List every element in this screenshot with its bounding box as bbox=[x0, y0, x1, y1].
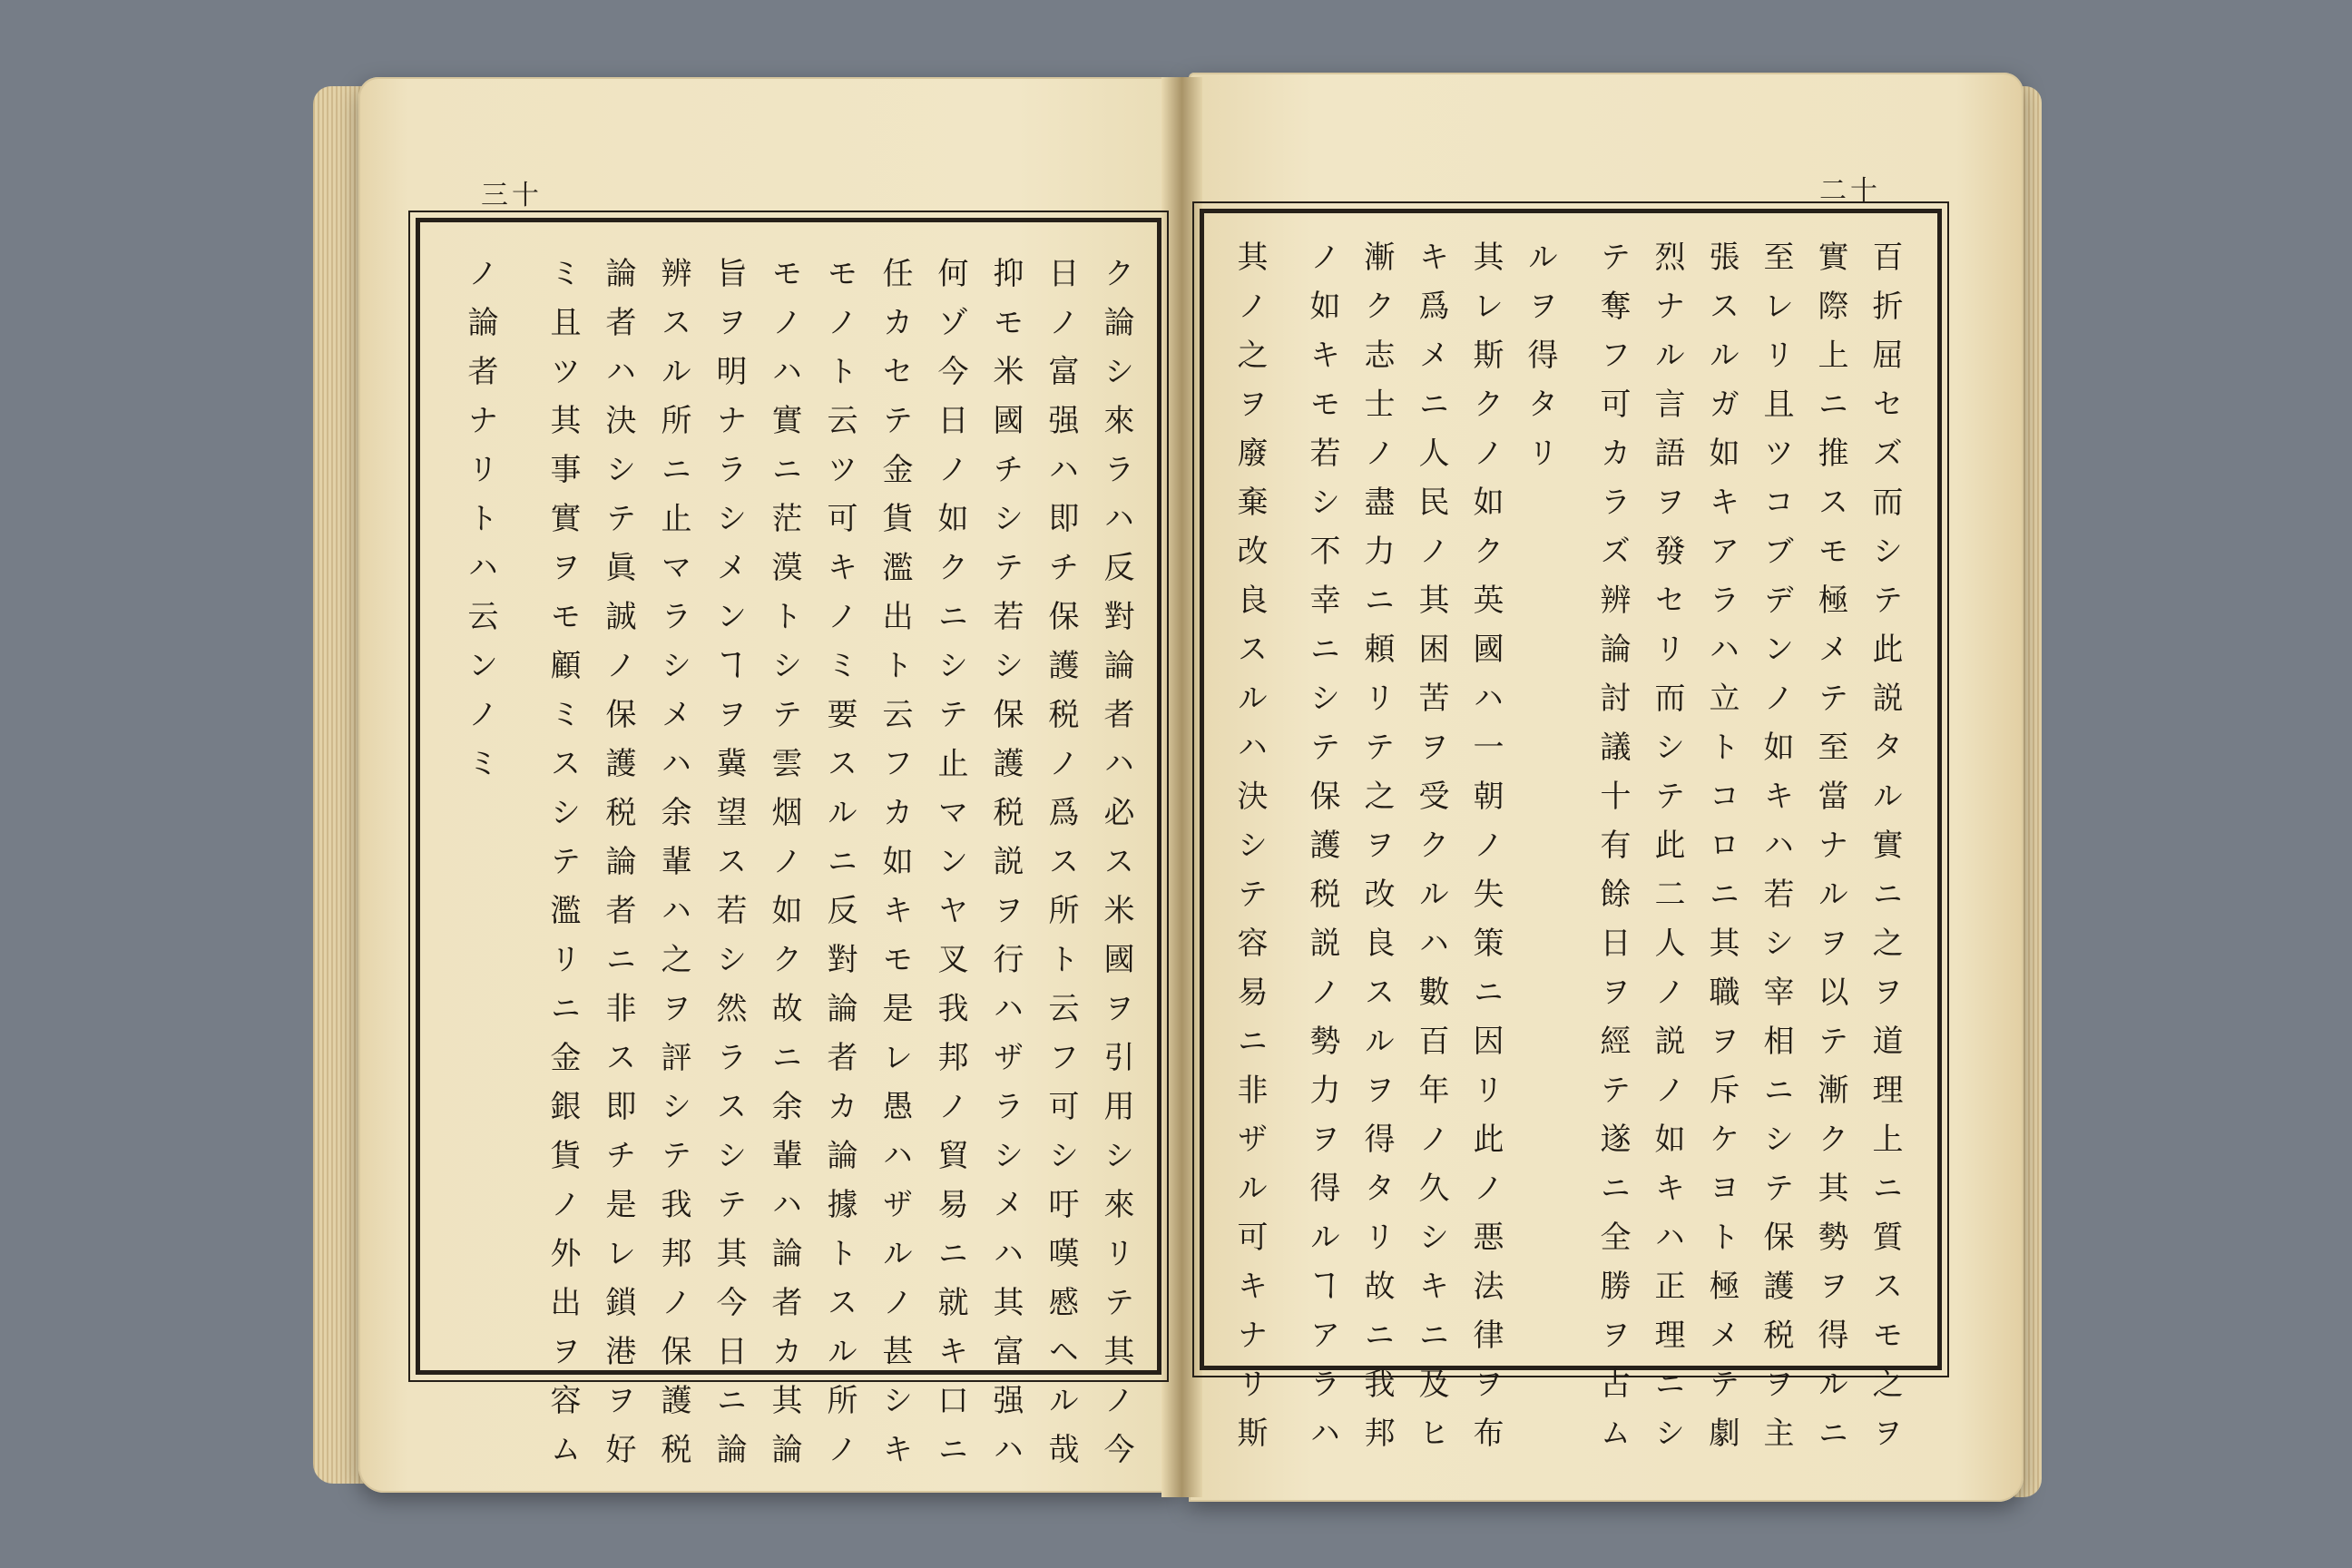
left-text-column: 旨ヲ明ナラシメンヿヲ冀望ス若シ然ラスシテ其今日ニ論 bbox=[710, 257, 747, 1482]
right-text-column: 百折屈セズ而シテ此説タル實ニ之ヲ道理上ニ質スモ之ヲ bbox=[1867, 240, 1903, 1465]
right-text-column: 漸ク志士ノ盡力ニ頼リテ之ヲ改良スルヲ得タリ故ニ我邦 bbox=[1358, 240, 1395, 1465]
right-text-column: 其レ斯クノ如ク英國ハ一朝ノ失策ニ因リ此ノ悪法律ヲ布 bbox=[1467, 240, 1504, 1465]
left-text-column: モノト云ツ可キノミ要スルニ反對論者カ論據トスル所ノ bbox=[821, 257, 858, 1482]
left-text-column: 日ノ富强ハ即チ保護税ノ爲ス所ト云フ可シ吁嘆慼ヘル哉 bbox=[1043, 257, 1079, 1482]
right-text-column: 實際上ニ推スモ極メテ至當ナルヲ以テ漸ク其勢ヲ得ルニ bbox=[1812, 240, 1848, 1465]
left-text-column: 任カセテ金貨濫出ト云フカ如キモ是レ愚ハザルノ甚シキ bbox=[877, 257, 913, 1482]
right-text-column: 至レリ且ツコブデンノ如キハ若シ宰相ニシテ保護税ヲ主 bbox=[1758, 240, 1794, 1465]
left-text-column: 論者ハ決シテ眞誠ノ保護税論者ニ非ス即チ是レ鎖港ヲ好 bbox=[600, 257, 636, 1482]
right-text-column: ノ如キモ若シ不幸ニシテ保護税説ノ勢力ヲ得ルヿアラハ bbox=[1304, 240, 1340, 1465]
right-page-number: 二十 bbox=[1819, 175, 1881, 207]
right-text-column: ルヲ得タリ bbox=[1522, 240, 1558, 485]
book-gutter bbox=[1161, 77, 1202, 1497]
left-text-column: モノハ實ニ茫漠トシテ雲烟ノ如ク故ニ余輩ハ論者カ其論 bbox=[766, 257, 802, 1482]
left-text-column: ミ且ツ其事實ヲモ顧ミスシテ濫リニ金銀貨ノ外出ヲ容ム bbox=[544, 257, 581, 1482]
right-text-column: テ奪フ可カラズ辨論討議十有餘日ヲ經テ遂ニ全勝ヲ占ム bbox=[1594, 240, 1631, 1465]
left-text-column: ク論シ來ラハ反對論者ハ必ス米國ヲ引用シ來リテ其ノ今 bbox=[1098, 257, 1134, 1482]
left-text-column: 抑モ米國チシテ若シ保護税説ヲ行ハザラシメハ其富强ハ bbox=[987, 257, 1024, 1482]
left-text-column: 辨スル所ニ止マラシメハ余輩ハ之ヲ評シテ我邦ノ保護税 bbox=[655, 257, 691, 1482]
left-text-column: 何ゾ今日ノ如クニシテ止マンヤ叉我邦ノ貿易ニ就キ口ニ bbox=[932, 257, 968, 1482]
right-text-column: 其ノ之ヲ廢棄改良スルハ決シテ容易ニ非ザル可キナリ斯 bbox=[1231, 240, 1268, 1465]
right-text-column: キ爲メニ人民ノ其困苦ヲ受クルハ數百年ノ久シキニ及ヒ bbox=[1413, 240, 1449, 1465]
left-page-number: 三十 bbox=[481, 180, 543, 211]
left-text-column: ノ論者ナリトハ云ンノミ bbox=[462, 257, 498, 796]
right-text-column: 張スルガ如キアラハ立トコロニ其職ヲ斥ケヨト極メテ劇 bbox=[1703, 240, 1740, 1465]
right-text-column: 烈ナル言語ヲ發セリ而シテ此二人ノ説ノ如キハ正理ニシ bbox=[1649, 240, 1685, 1465]
